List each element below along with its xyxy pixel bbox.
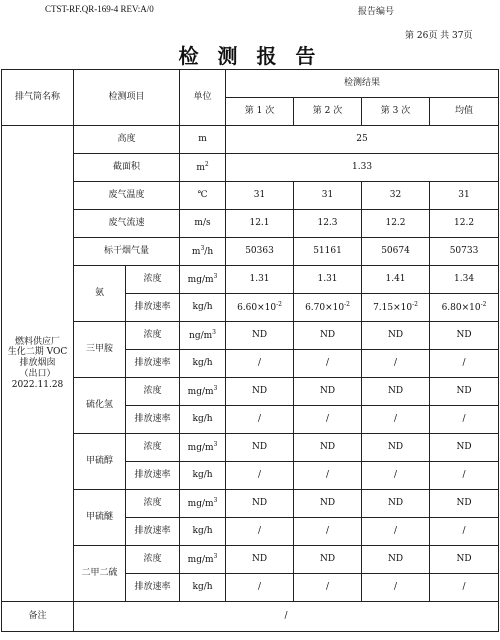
col-header-unit: 单位: [180, 70, 226, 126]
pollutant-name: 甲硫醇: [74, 434, 126, 490]
unit-base: ng/m: [189, 331, 213, 342]
value-cell: 25: [226, 126, 499, 154]
unit-base: mg/m: [187, 443, 214, 454]
unit-cell: m/s: [180, 210, 226, 238]
value-cell: ND: [362, 322, 430, 350]
unit-base: m: [196, 163, 205, 174]
unit-cell: [180, 546, 226, 574]
row-label: 标干烟气量: [74, 238, 180, 266]
value-cell: 31: [430, 182, 499, 210]
value-cell: /: [294, 406, 362, 434]
value-cell: ND: [430, 378, 499, 406]
table-row-remark: [2, 602, 499, 632]
sub-label-concentration: 浓度: [126, 434, 180, 462]
pollutant-name: 氨: [74, 266, 126, 322]
value-cell: ND: [294, 546, 362, 574]
value-cell: /: [430, 406, 499, 434]
value-cell: /: [362, 350, 430, 378]
value-cell: 31: [294, 182, 362, 210]
report-number-label: 报告编号: [358, 7, 395, 17]
value-cell: 50674: [362, 238, 430, 266]
unit-superscript: 3: [213, 497, 218, 505]
sub-label-emission-rate: 排放速率: [126, 294, 180, 322]
sub-label-concentration: 浓度: [126, 546, 180, 574]
sub-label-emission-rate: 排放速率: [126, 406, 180, 434]
value-cell: ND: [226, 434, 294, 462]
value-cell: 32: [362, 182, 430, 210]
value-cell: 12.2: [362, 210, 430, 238]
col-header-stack-name: 排气筒名称: [2, 70, 74, 126]
unit-cell: m: [180, 126, 226, 154]
table-row-pollutant-conc: [2, 378, 499, 406]
value-cell: [362, 294, 430, 322]
table-row-pollutant-conc: [2, 322, 499, 350]
sub-label-concentration: 浓度: [126, 322, 180, 350]
value-cell: /: [294, 350, 362, 378]
value-cell: /: [430, 574, 499, 602]
remark-label: 备注: [2, 602, 74, 632]
value-cell: ND: [362, 546, 430, 574]
unit-cell: [180, 154, 226, 182]
value-cell: 1.31: [226, 266, 294, 294]
value-cell: ND: [294, 322, 362, 350]
value-cell: 50363: [226, 238, 294, 266]
value-cell: /: [226, 574, 294, 602]
table-row-pollutant-conc: [2, 546, 499, 574]
unit-cell: [180, 322, 226, 350]
unit-cell: kg/h: [180, 518, 226, 546]
value-cell: /: [226, 406, 294, 434]
col-header-run-1: 第 1 次: [226, 98, 294, 126]
value-exponent: -2: [480, 301, 487, 309]
value-cell: [294, 294, 362, 322]
value-cell: ND: [430, 322, 499, 350]
value-cell: /: [362, 406, 430, 434]
value-cell: ND: [226, 490, 294, 518]
unit-superscript: 3: [212, 329, 216, 337]
sub-label-emission-rate: 排放速率: [126, 350, 180, 378]
value-cell: 50733: [430, 238, 499, 266]
sub-label-emission-rate: 排放速率: [126, 518, 180, 546]
value-cell: ND: [362, 490, 430, 518]
unit-cell: [180, 378, 226, 406]
unit-cell: [180, 434, 226, 462]
page-info: 第 26页 共 37页: [405, 31, 473, 41]
unit-cell: ℃: [180, 182, 226, 210]
page-title: 检 测 报 告: [178, 44, 322, 68]
sub-label-concentration: 浓度: [126, 378, 180, 406]
value-exponent: -2: [344, 301, 350, 309]
unit-superscript: 3: [213, 273, 218, 281]
table-row-flow: [2, 238, 499, 266]
unit-superscript: 3: [200, 245, 205, 253]
value-base: 6.70×10: [305, 303, 345, 314]
sub-label-concentration: 浓度: [126, 266, 180, 294]
document-code: CTST-RF.QR-169-4 REV:A/0: [45, 4, 154, 14]
stack-name-line: 排放烟囱: [19, 358, 56, 369]
value-cell: /: [362, 574, 430, 602]
unit-cell: kg/h: [180, 462, 226, 490]
row-label: 废气温度: [74, 182, 180, 210]
report-table: [1, 69, 499, 632]
unit-base: mg/m: [187, 275, 214, 286]
unit-superscript: 3: [213, 385, 218, 393]
value-base: 6.80×10: [441, 303, 481, 314]
unit-superscript: 2: [204, 161, 209, 169]
row-label: 废气流速: [74, 210, 180, 238]
value-cell: /: [430, 518, 499, 546]
unit-cell: kg/h: [180, 294, 226, 322]
table-row-pollutant-conc: [2, 434, 499, 462]
value-cell: /: [362, 518, 430, 546]
unit-cell: kg/h: [180, 406, 226, 434]
remark-value: /: [74, 602, 499, 632]
unit-cell: kg/h: [180, 574, 226, 602]
value-cell: 31: [226, 182, 294, 210]
table-row-pollutant-conc: [2, 266, 499, 294]
value-cell: /: [226, 462, 294, 490]
stack-name-line: 燃料供应厂: [14, 336, 60, 347]
value-cell: /: [362, 462, 430, 490]
value-exponent: -2: [412, 301, 418, 309]
col-header-item: 检测项目: [74, 70, 180, 126]
value-cell: ND: [226, 322, 294, 350]
value-cell: /: [226, 518, 294, 546]
col-header-run-2: 第 2 次: [294, 98, 362, 126]
value-cell: ND: [294, 378, 362, 406]
unit-base: mg/m: [187, 499, 214, 510]
value-cell: /: [430, 462, 499, 490]
stack-name-line: 生化二期 VOC: [7, 347, 68, 358]
value-cell: [226, 294, 294, 322]
pollutant-name: 二甲二硫: [74, 546, 126, 602]
value-cell: /: [226, 350, 294, 378]
value-cell: /: [294, 462, 362, 490]
table-row-area: [2, 154, 499, 182]
value-cell: ND: [362, 434, 430, 462]
value-cell: /: [294, 574, 362, 602]
table-row-pollutant-conc: [2, 490, 499, 518]
sub-label-emission-rate: 排放速率: [126, 462, 180, 490]
value-cell: ND: [430, 434, 499, 462]
stack-name-line: 2022.11.28: [11, 379, 64, 390]
unit-superscript: 3: [213, 441, 218, 449]
value-cell: 1.33: [226, 154, 499, 182]
unit-cell: [180, 238, 226, 266]
value-cell: 1.31: [294, 266, 362, 294]
header-row-1: [2, 70, 499, 98]
row-label: 截面积: [74, 154, 180, 182]
value-cell: ND: [430, 546, 499, 574]
row-label: 高度: [74, 126, 180, 154]
table-row-temperature: [2, 182, 499, 210]
value-cell: /: [294, 518, 362, 546]
col-header-results: 检测结果: [226, 70, 499, 98]
sub-label-concentration: 浓度: [126, 490, 180, 518]
unit-cell: kg/h: [180, 350, 226, 378]
unit-tail: /h: [204, 247, 214, 258]
value-cell: /: [430, 350, 499, 378]
pollutant-name: 硫化氢: [74, 378, 126, 434]
stack-name-line: （出口）: [19, 368, 56, 379]
pollutant-name: 甲硫醚: [74, 490, 126, 546]
value-cell: 12.3: [294, 210, 362, 238]
sub-label-emission-rate: 排放速率: [126, 574, 180, 602]
value-cell: 1.34: [430, 266, 499, 294]
value-cell: 1.41: [362, 266, 430, 294]
value-cell: ND: [294, 490, 362, 518]
unit-cell: [180, 490, 226, 518]
unit-base: mg/m: [187, 387, 214, 398]
value-exponent: -2: [276, 301, 282, 309]
unit-cell: [180, 266, 226, 294]
value-cell: ND: [294, 434, 362, 462]
col-header-average: 均值: [430, 98, 499, 126]
unit-superscript: 3: [213, 553, 218, 561]
value-cell: 12.2: [430, 210, 499, 238]
pollutant-name: 三甲胺: [74, 322, 126, 378]
value-base: 6.60×10: [237, 303, 277, 314]
unit-base: mg/m: [187, 555, 214, 566]
value-cell: 51161: [294, 238, 362, 266]
stack-name-cell: [2, 126, 74, 602]
value-base: 7.15×10: [373, 303, 413, 314]
value-cell: 12.1: [226, 210, 294, 238]
table-row-height: [2, 126, 499, 154]
value-cell: ND: [226, 546, 294, 574]
value-cell: [430, 294, 499, 322]
table-row-velocity: [2, 210, 499, 238]
unit-base: m: [191, 247, 201, 258]
value-cell: ND: [430, 490, 499, 518]
value-cell: ND: [362, 378, 430, 406]
col-header-run-3: 第 3 次: [362, 98, 430, 126]
value-cell: ND: [226, 378, 294, 406]
